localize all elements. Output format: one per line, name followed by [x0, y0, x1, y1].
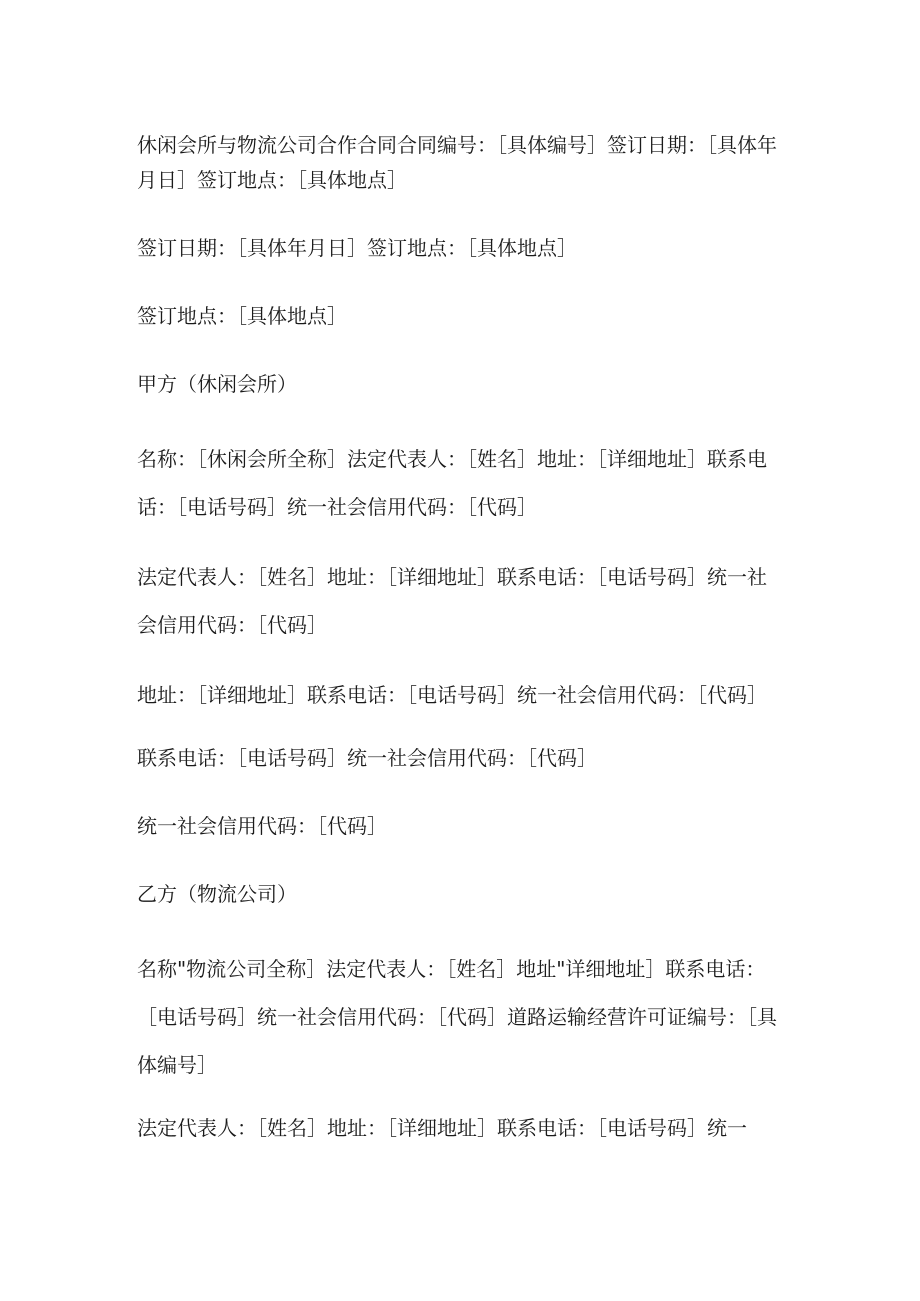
party-a-representative-paragraph: 法定代表人：［姓名］地址：［详细地址］联系电话：［电话号码］统一社会信用代码：［代码］ — [137, 565, 767, 637]
party-b-representative-paragraph: 法定代表人：［姓名］地址：［详细地址］联系电话：［电话号码］统一 — [137, 1116, 747, 1140]
party-a-address-paragraph: 地址：［详细地址］联系电话：［电话号码］统一社会信用代码：［代码］ — [137, 683, 767, 707]
party-a-heading: 甲方（休闲会所） — [137, 372, 297, 396]
party-b-heading: 乙方（物流公司） — [137, 882, 297, 906]
party-a-phone-paragraph: 联系电话：［电话号码］统一社会信用代码：［代码］ — [137, 746, 597, 770]
contract-header-paragraph: 休闲会所与物流公司合作合同合同编号：［具体编号］签订日期：［具体年月日］签订地点：［具体地点］ — [137, 133, 777, 192]
signing-place-paragraph: 签订地点：［具体地点］ — [137, 304, 347, 328]
party-a-name-paragraph: 名称：［休闲会所全称］法定代表人：［姓名］地址：［详细地址］联系电话：［电话号码］统一社会信用代码：［代码］ — [137, 447, 767, 519]
signing-date-paragraph: 签订日期：［具体年月日］签订地点：［具体地点］ — [137, 236, 577, 260]
party-b-name-paragraph: 名称"物流公司全称］法定代表人：［姓名］地址"详细地址］联系电话：［电话号码］统一社会信用代码：［代码］道路运输经营许可证编号：［具体编号］ — [137, 957, 777, 1077]
document-page — [137, 128, 785, 1146]
party-a-credit-code-paragraph: 统一社会信用代码：［代码］ — [137, 814, 387, 838]
